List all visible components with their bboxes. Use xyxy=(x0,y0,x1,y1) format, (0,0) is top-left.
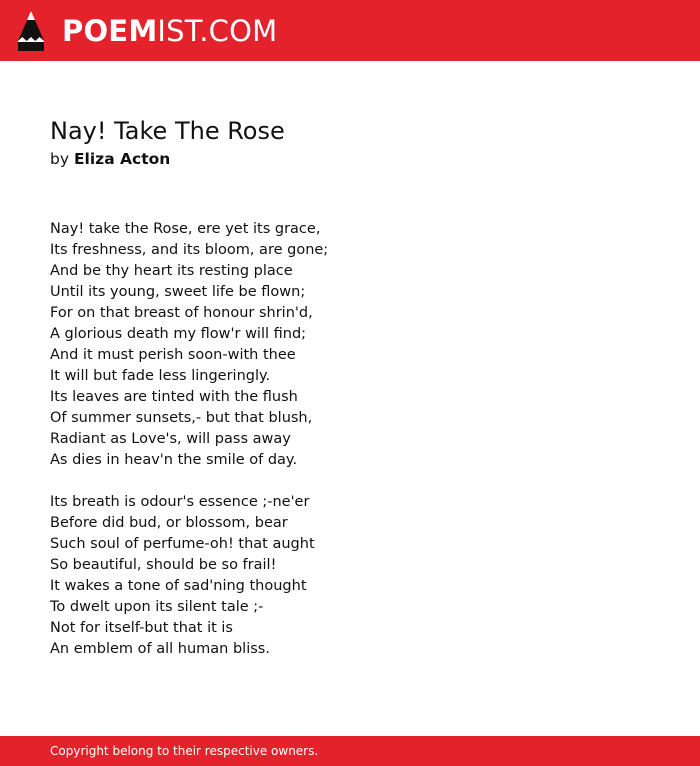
poem-line: Until its young, sweet life be flown; xyxy=(50,284,306,300)
poem-line: An emblem of all human bliss. xyxy=(50,641,270,657)
poem-line: So beautiful, should be so frail! xyxy=(50,557,277,573)
stanza xyxy=(50,219,328,471)
poem-line: Its breath is odour's essence ;-ne'er xyxy=(50,494,310,510)
poem-line: As dies in heav'n the smile of day. xyxy=(50,452,298,468)
poem-line: Its leaves are tinted with the flush xyxy=(50,389,298,405)
by-label: by xyxy=(50,150,70,168)
logo-text-light: IST.COM xyxy=(157,14,278,48)
poem-line: It wakes a tone of sad'ning thought xyxy=(50,578,307,594)
author-name[interactable]: Eliza Acton xyxy=(73,150,171,168)
page-title: Nay! Take The Rose xyxy=(50,117,285,145)
poem-line: And it must perish soon-with thee xyxy=(50,347,296,363)
byline xyxy=(50,148,285,170)
poem-line: Not for itself-but that it is xyxy=(50,620,233,636)
poem-body xyxy=(50,219,328,681)
poem-line: Its freshness, and its bloom, are gone; xyxy=(50,242,329,258)
logo-text-bold: POEM xyxy=(62,14,158,48)
site-header xyxy=(0,0,700,61)
stanza xyxy=(50,492,328,660)
poem-line: Such soul of perfume-oh! that aught xyxy=(50,536,315,552)
poem-line: For on that breast of honour shrin'd, xyxy=(50,305,313,321)
poem-line: To dwelt upon its silent tale ;- xyxy=(50,599,264,615)
site-footer xyxy=(0,736,700,766)
poem-line: Nay! take the Rose, ere yet its grace, xyxy=(50,221,321,237)
copyright-text: Copyright belong to their respective owners. xyxy=(50,744,319,758)
poem-line: A glorious death my flow'r will find; xyxy=(50,326,307,342)
poem-line: And be thy heart its resting place xyxy=(50,263,293,279)
poem-line: Before did bud, or blossom, bear xyxy=(50,515,288,531)
poem-line: Of summer sunsets,- but that blush, xyxy=(50,410,313,426)
pencil-tip-icon[interactable] xyxy=(18,11,44,51)
poem-header xyxy=(50,116,285,170)
poem-line: It will but fade less lingeringly. xyxy=(50,368,271,384)
site-logo[interactable] xyxy=(62,13,277,49)
poem-line: Radiant as Love's, will pass away xyxy=(50,431,291,447)
